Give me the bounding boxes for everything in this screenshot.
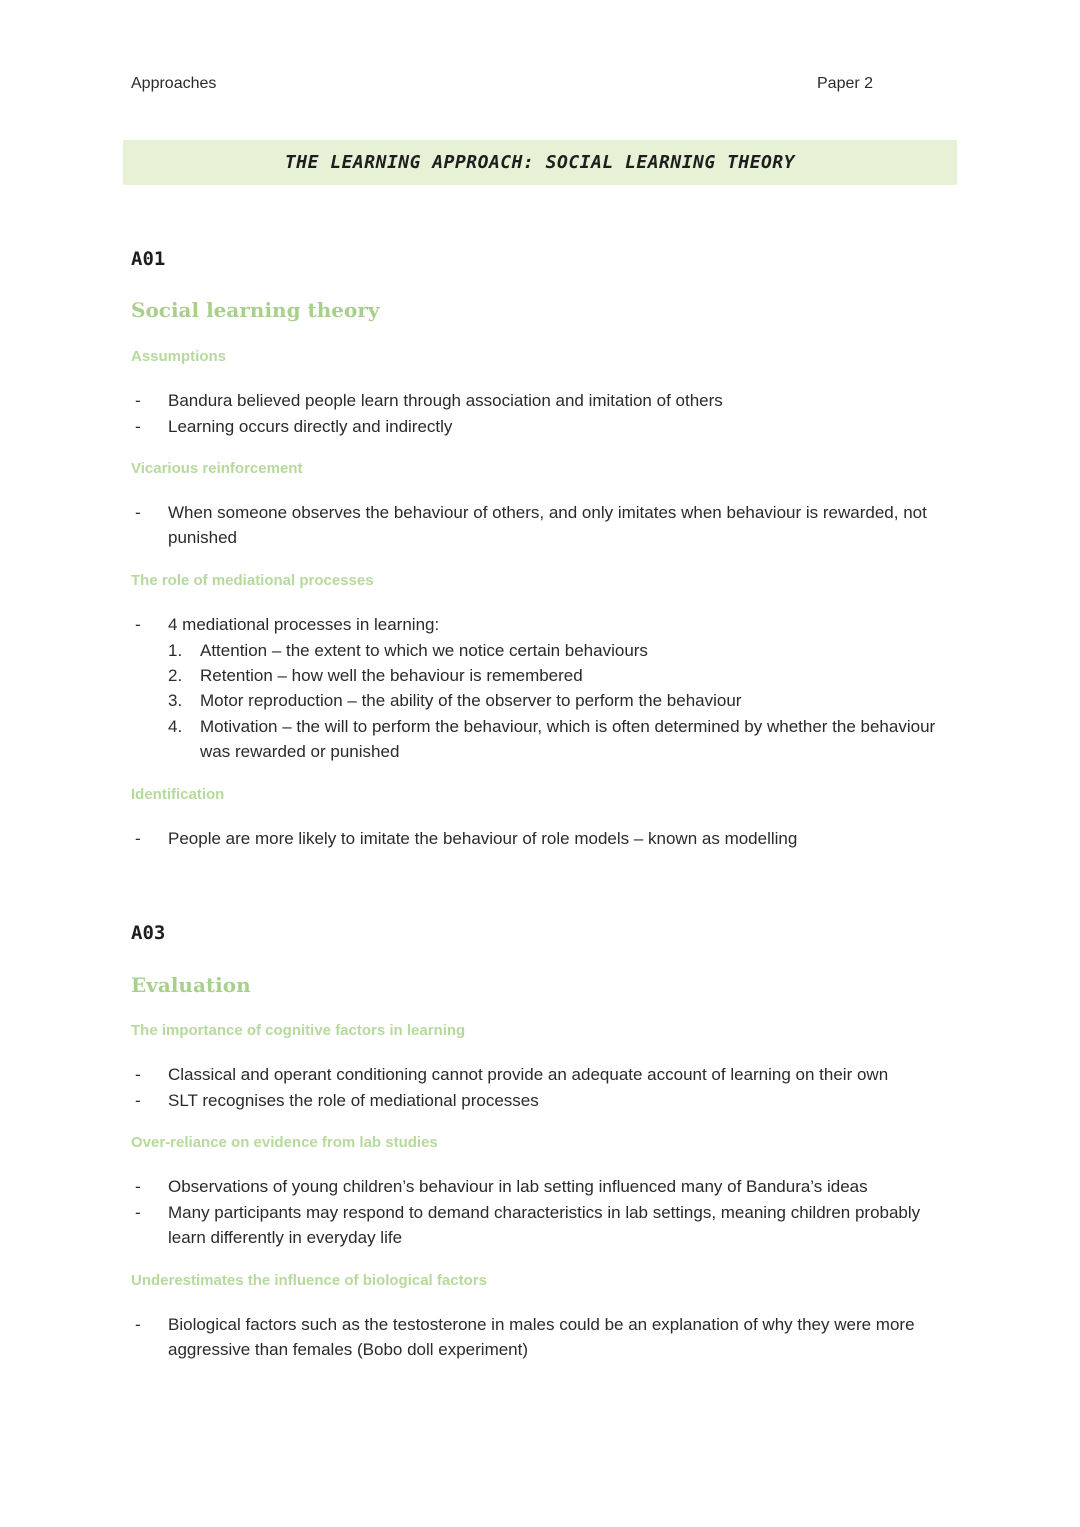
document-title: THE LEARNING APPROACH: SOCIAL LEARNING THEORY <box>284 152 796 173</box>
item-text: Attention – the extent to which we notice certain behaviours <box>200 641 648 660</box>
item-text: Motivation – the will to perform the behaviour, which is often determined by whether the behaviour was rewarded or punished <box>200 717 936 761</box>
subheading-vicarious: Vicarious reinforcement <box>131 460 303 477</box>
list-item-text: Biological factors such as the testosterone in males could be an explanation of why they were more aggressive than females (Bobo doll experiment) <box>168 1315 915 1359</box>
item-number: 3. <box>168 691 183 710</box>
list-item-text: People are more likely to imitate the behaviour of role models – known as modelling <box>168 829 798 848</box>
bullet-dash: - <box>135 391 141 410</box>
subheading-lab-studies: Over-reliance on evidence from lab studies <box>131 1134 438 1151</box>
bullet-dash: - <box>135 829 141 848</box>
section-title-evaluation: Evaluation <box>131 973 251 997</box>
bullet-dash: - <box>135 1203 141 1222</box>
subheading-identification: Identification <box>131 786 225 803</box>
section-title-slt: Social learning theory <box>131 298 380 322</box>
bullet-dash: - <box>135 417 141 436</box>
list-item-text: Observations of young children’s behaviour in lab setting influenced many of Bandura’s ideas <box>168 1177 868 1196</box>
subheading-assumptions: Assumptions <box>131 348 227 365</box>
item-text: Motor reproduction – the ability of the observer to perform the behaviour <box>200 691 742 710</box>
item-number: 4. <box>168 717 183 736</box>
bullet-dash: - <box>135 503 141 522</box>
list-item-text: 4 mediational processes in learning: <box>168 615 440 634</box>
item-number: 2. <box>168 666 183 685</box>
list-item-text: When someone observes the behaviour of others, and only imitates when behaviour is rewarded, not punished <box>168 503 927 547</box>
header-left: Approaches <box>131 75 217 92</box>
bullet-dash: - <box>135 1315 141 1334</box>
title-banner <box>123 140 957 185</box>
list-item-text: SLT recognises the role of mediational processes <box>168 1091 539 1110</box>
list-item-text: Learning occurs directly and indirectly <box>168 417 453 436</box>
list-item-text: Bandura believed people learn through association and imitation of others <box>168 391 723 410</box>
item-text: Retention – how well the behaviour is remembered <box>200 666 583 685</box>
subheading-cognitive: The importance of cognitive factors in learning <box>131 1022 466 1039</box>
subheading-biological: Underestimates the influence of biological factors <box>131 1272 487 1289</box>
ao3-label: A03 <box>131 922 166 944</box>
item-number: 1. <box>168 641 183 660</box>
subheading-mediational: The role of mediational processes <box>131 572 374 589</box>
list-item-text: Classical and operant conditioning cannot provide an adequate account of learning on their own <box>168 1065 889 1084</box>
ao1-label: A01 <box>131 248 166 270</box>
bullet-dash: - <box>135 1177 141 1196</box>
bullet-dash: - <box>135 1091 141 1110</box>
header-right: Paper 2 <box>817 75 874 92</box>
bullet-dash: - <box>135 1065 141 1084</box>
list-item-text: Many participants may respond to demand characteristics in lab settings, meaning children probably learn differently in everyday life <box>168 1203 921 1247</box>
bullet-dash: - <box>135 615 141 634</box>
